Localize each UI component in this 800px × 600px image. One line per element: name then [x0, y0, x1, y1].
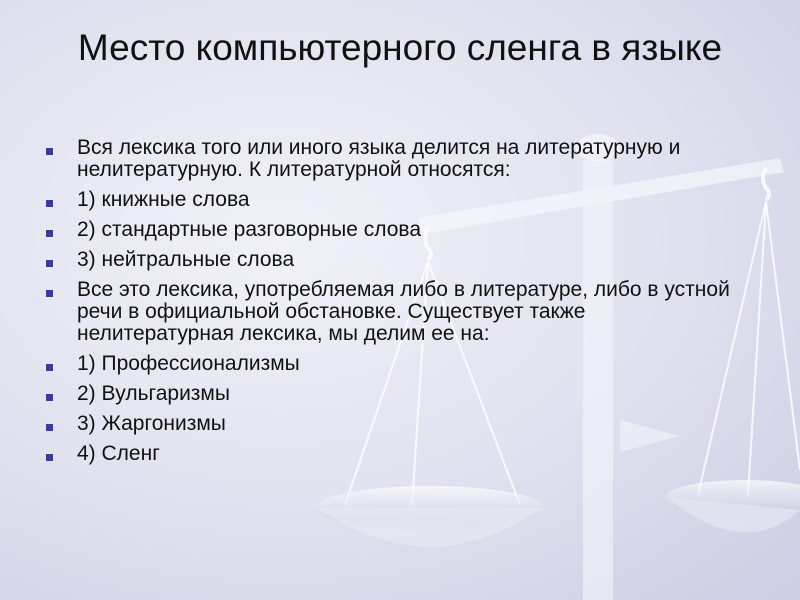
bullet-text: Все это лексика, употребляемая либо в литературе, либо в устной речи в официальной обстановке. Существует также нелитературная лексика, мы делим ее на:	[77, 278, 730, 345]
square-bullet-icon	[46, 148, 53, 155]
square-bullet-icon	[46, 454, 53, 461]
square-bullet-icon	[46, 230, 53, 237]
bullet-text: 1) книжные слова	[77, 188, 250, 211]
bullet-item	[40, 219, 740, 241]
square-bullet-icon	[46, 394, 53, 401]
bullet-item	[40, 279, 740, 345]
bullet-text: 3) Жаргонизмы	[77, 412, 226, 435]
bullet-text: 2) Вульгаризмы	[77, 382, 230, 405]
bullet-text: 4) Сленг	[77, 442, 160, 465]
bullet-text: 3) нейтральные слова	[77, 248, 295, 271]
square-bullet-icon	[46, 290, 53, 297]
slide-title: Место компьютерного сленга в языке	[77, 27, 723, 68]
bullet-item	[40, 353, 740, 375]
bullet-item	[40, 383, 740, 405]
bullet-list	[40, 137, 740, 473]
bullet-item	[40, 189, 740, 211]
square-bullet-icon	[46, 364, 53, 371]
square-bullet-icon	[46, 424, 53, 431]
bullet-item	[40, 249, 740, 271]
bullet-text: 1) Профессионализмы	[77, 352, 300, 375]
square-bullet-icon	[46, 260, 53, 267]
bullet-text: Вся лексика того или иного языка делится на литературную и нелитературную. К литературной относятся:	[77, 136, 681, 181]
bullet-item	[40, 137, 740, 181]
bullet-item	[40, 443, 740, 465]
square-bullet-icon	[46, 200, 53, 207]
bullet-text: 2) стандартные разговорные слова	[77, 218, 422, 241]
bullet-item	[40, 413, 740, 435]
